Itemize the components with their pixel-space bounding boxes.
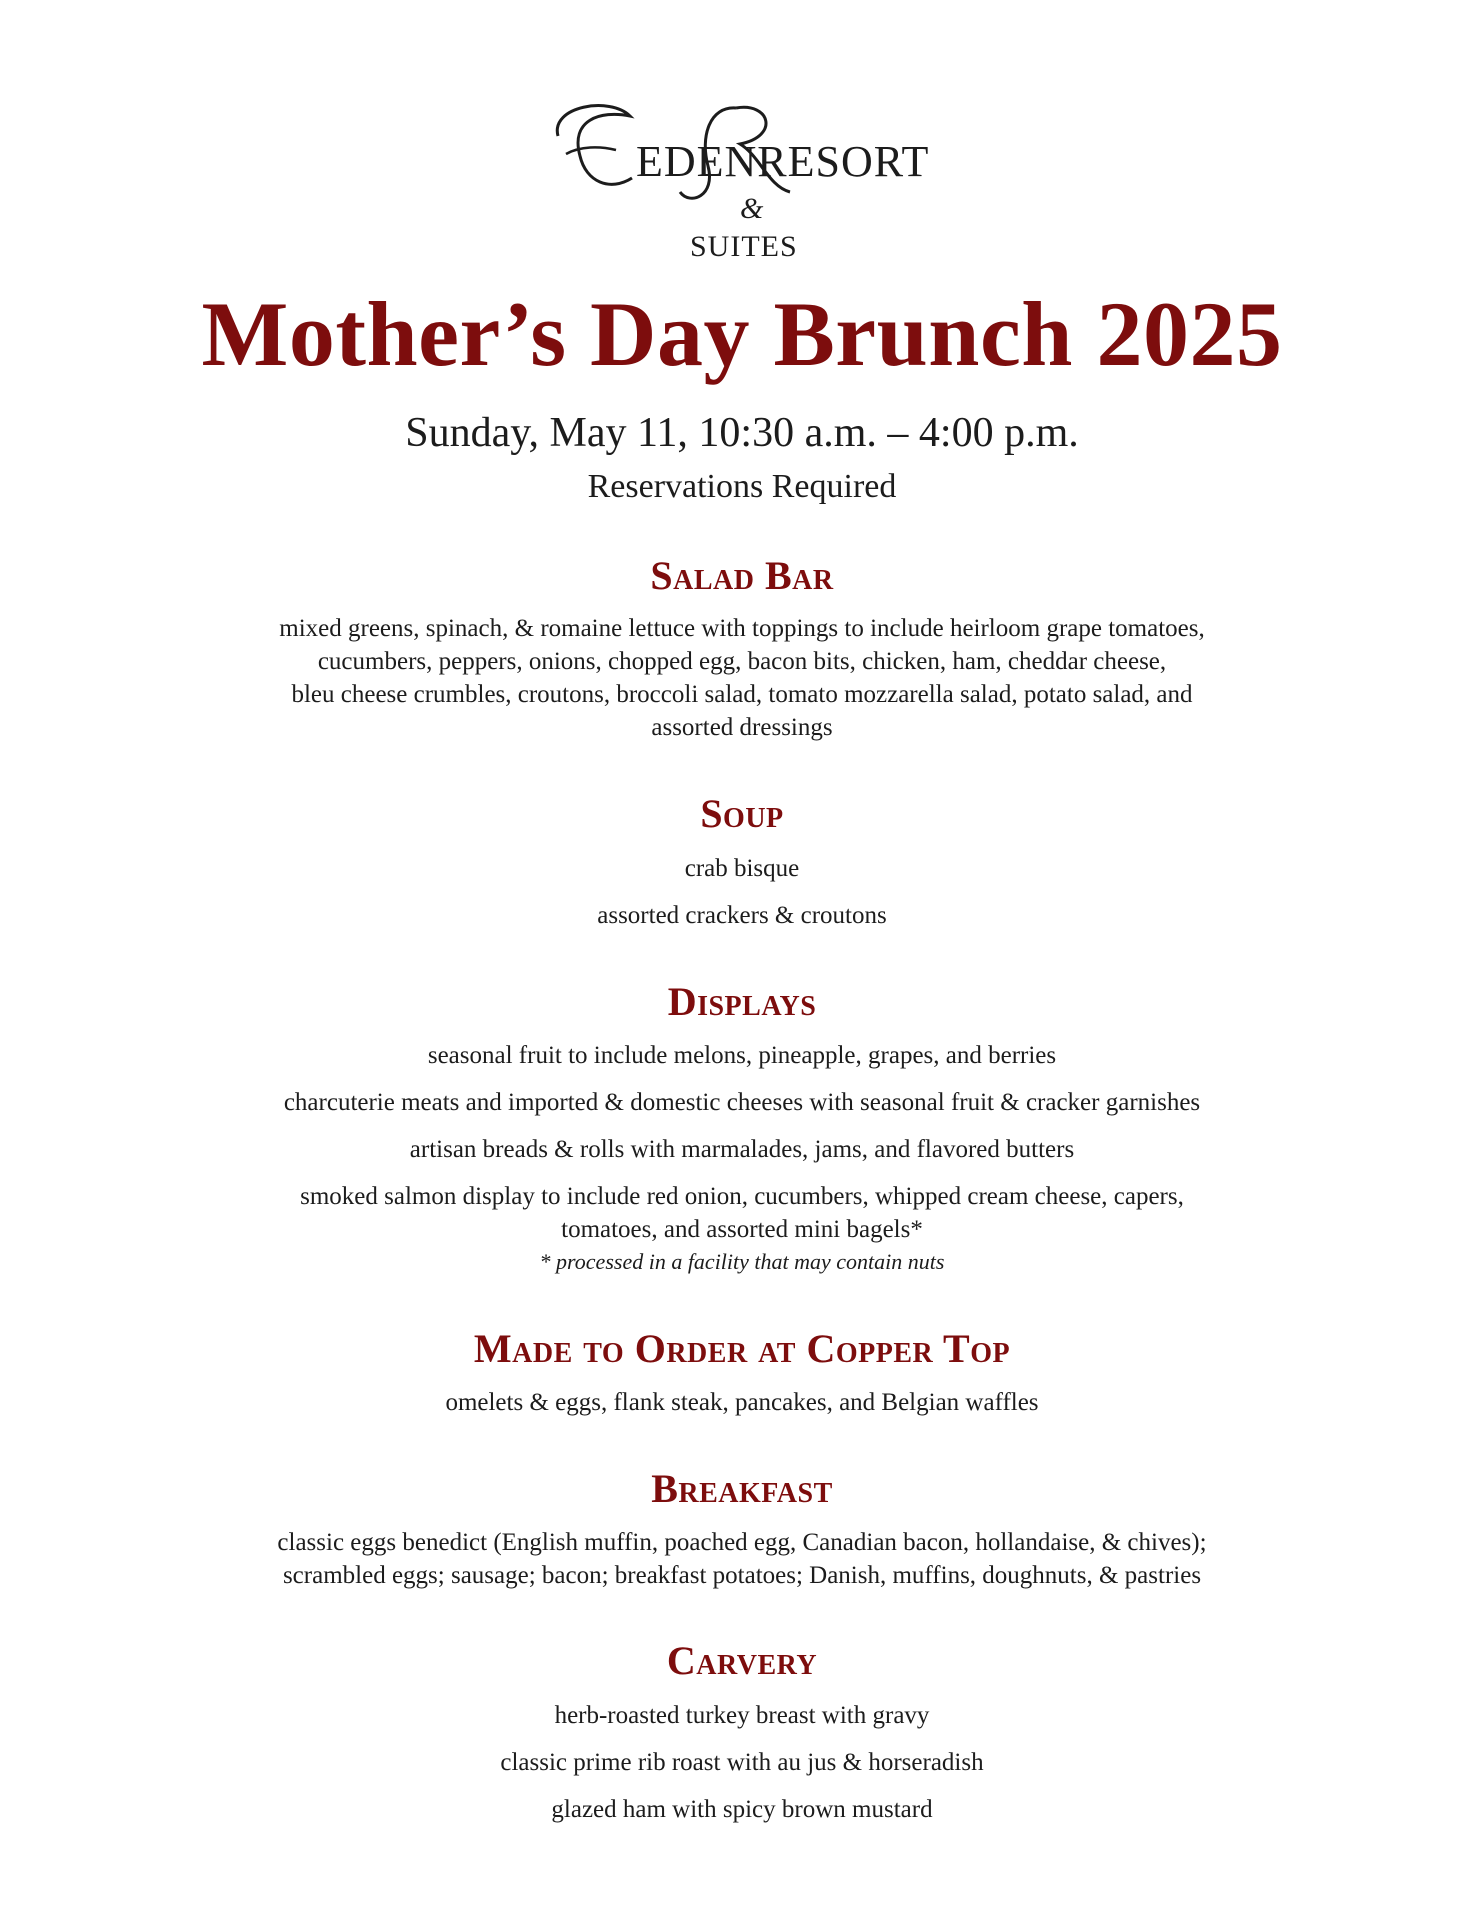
- salad-bar-line: cucumbers, peppers, onions, chopped egg, bacon bits, chicken, ham, cheddar cheese,: [317, 648, 1167, 675]
- eden-resort-logo: [540, 96, 940, 266]
- salad-bar-line: bleu cheese crumbles, croutons, broccoli salad, tomato mozzarella salad, potato salad, and: [291, 681, 1193, 708]
- soup-line: assorted crackers & croutons: [597, 902, 887, 929]
- logo-text-bottom: SUITES: [690, 230, 798, 263]
- page-title: Mother’s Day Brunch 2025: [201, 283, 1283, 385]
- displays-line: tomatoes, and assorted mini bagels*: [561, 1216, 923, 1243]
- breakfast-heading: Breakfast: [651, 1466, 833, 1511]
- nut-allergy-note: * processed in a facility that may contain nuts: [539, 1249, 945, 1274]
- made-to-order-line: omelets & eggs, flank steak, pancakes, and Belgian waffles: [445, 1389, 1039, 1416]
- carvery-line: classic prime rib roast with au jus & horseradish: [500, 1749, 984, 1776]
- carvery-line: herb-roasted turkey breast with gravy: [554, 1702, 930, 1729]
- made-to-order-heading: Made to Order at Copper Top: [473, 1326, 1011, 1371]
- carvery-heading: Carvery: [666, 1638, 818, 1683]
- displays-line: artisan breads & rolls with marmalades, jams, and flavored butters: [409, 1136, 1075, 1163]
- salad-bar-line: assorted dressings: [651, 714, 833, 741]
- displays-line: smoked salmon display to include red onion, cucumbers, whipped cream cheese, capers,: [300, 1183, 1184, 1210]
- displays-heading: Displays: [667, 979, 817, 1024]
- reservations-note: Reservations Required: [587, 468, 897, 505]
- salad-bar-line: mixed greens, spinach, & romaine lettuce with toppings to include heirloom grape tomatoes,: [279, 615, 1205, 642]
- event-date-time: Sunday, May 11, 10:30 a.m. – 4:00 p.m.: [405, 410, 1079, 456]
- displays-line: seasonal fruit to include melons, pineapple, grapes, and berries: [427, 1042, 1057, 1069]
- carvery-line: glazed ham with spicy brown mustard: [551, 1796, 933, 1823]
- soup-line: crab bisque: [684, 855, 800, 882]
- displays-line: charcuterie meats and imported & domestic cheeses with seasonal fruit & cracker garnishes: [283, 1089, 1201, 1116]
- logo-ampersand: &: [740, 192, 764, 225]
- salad-bar-heading: Salad Bar: [650, 553, 834, 598]
- soup-heading: Soup: [700, 791, 784, 836]
- breakfast-line: classic eggs benedict (English muffin, poached egg, Canadian bacon, hollandaise, & chives);: [277, 1529, 1207, 1556]
- breakfast-line: scrambled eggs; sausage; bacon; breakfast potatoes; Danish, muffins, doughnuts, & pastries: [282, 1562, 1202, 1589]
- logo-text-top: EDENRESORT: [636, 137, 930, 186]
